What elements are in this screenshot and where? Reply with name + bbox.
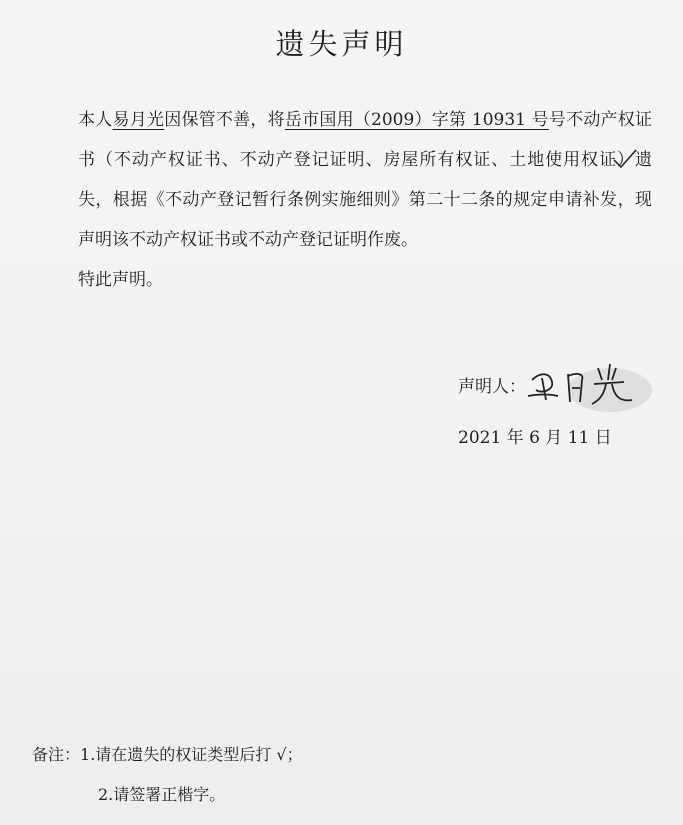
signer-label: 声明人：: [458, 377, 526, 397]
closing-paragraph: 特此声明。: [78, 270, 163, 290]
document-title: 遗失声明: [275, 27, 408, 61]
para-mid: 因保管不善，将: [164, 110, 285, 130]
handwritten-signature: [520, 350, 660, 420]
para-lead: 本人: [78, 110, 113, 130]
notes-label: 备注：: [32, 745, 81, 764]
certificate-number: 岳市国用（2009）字第 10931 号: [284, 110, 549, 130]
statement-date: 2021 年 6 月 11 日: [458, 428, 612, 448]
notes-section: [32, 735, 303, 815]
checkmark-icon: [612, 148, 638, 170]
statement-body: [42, 100, 652, 300]
declarant-name: 易月光: [112, 110, 165, 130]
note-item-2: 2.请签署正楷字。: [98, 785, 226, 804]
note-line-1: [32, 735, 303, 775]
statement-paragraph: [42, 100, 652, 260]
note-item-1: 1.请在遗失的权证类型后打 √；: [80, 745, 303, 764]
para-tail: 号不动产权证书（不动产权证书、不动产登记证明、房屋所有权证、土地使用权证）遗失，根据《不动产登记暂行条例实施细则》第二十二条的规定申请补发，现声明该不动产权证书或不动产登记证明作废。: [78, 110, 653, 250]
